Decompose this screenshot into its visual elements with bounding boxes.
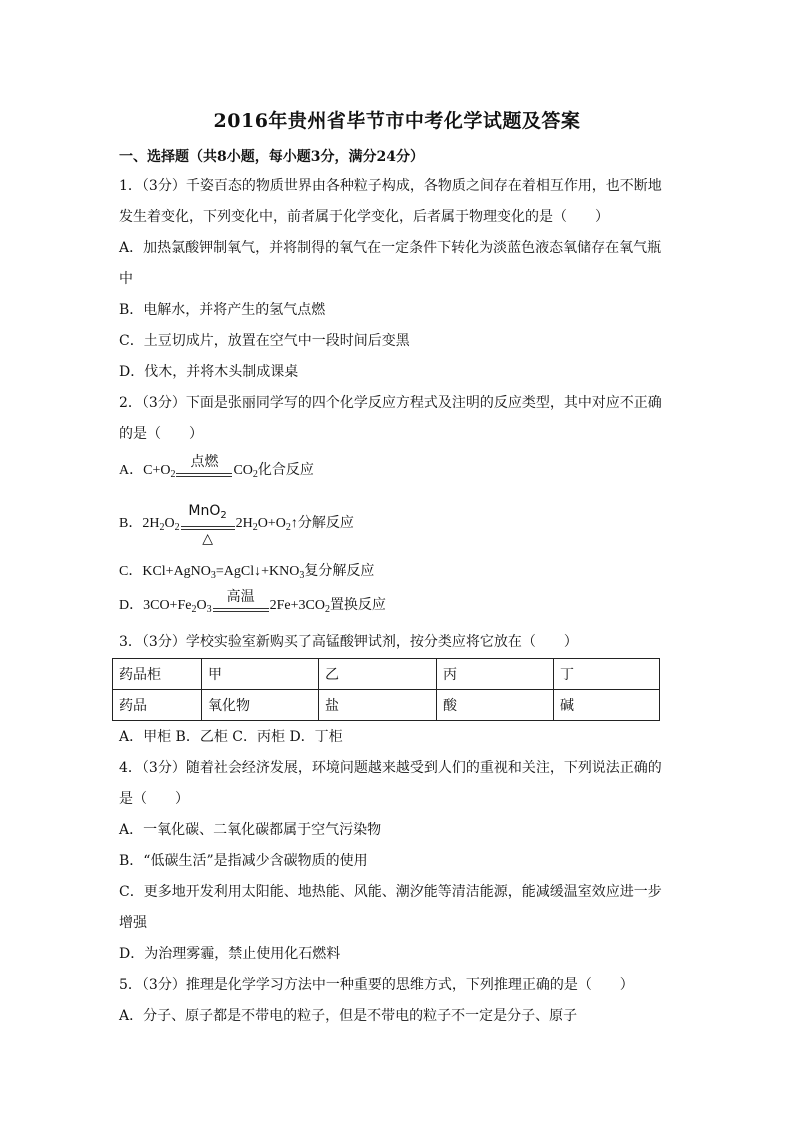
q4-option-d: D．为治理雾霾，禁止使用化石燃料 [119, 946, 341, 962]
condition-heat: △ [202, 531, 213, 547]
reaction-condition [213, 589, 269, 616]
q2-b-type: ↑分解反应 [290, 516, 354, 531]
q2-b-sub2: 2 [174, 522, 180, 533]
q4-stem-line-1: 4．（3分）随着社会经济发展，环境问题越来越受到人们的重视和关注，下列说法正确的 [119, 760, 662, 776]
reaction-arrow-line [213, 608, 269, 609]
q2-a-reactants: A．C+O [119, 463, 171, 478]
reaction-condition [176, 454, 232, 481]
reaction-arrow-line [176, 476, 232, 477]
q2-d-sub2: 3 [206, 604, 212, 615]
table-cell: 酸 [437, 690, 554, 721]
section-heading: 一、选择题（共8小题，每小题3分，满分24分） [119, 149, 424, 165]
q2-option-a [119, 454, 314, 481]
q4-option-c-line-1: C．更多地开发利用太阳能、地热能、风能、潮汐能等清洁能源，能减缓温室效应进一步 [119, 884, 662, 900]
q4-option-a: A．一氧化碳、二氧化碳都属于空气污染物 [119, 822, 382, 838]
q2-b-product1: 2H [235, 516, 253, 531]
q2-option-c [119, 562, 374, 582]
reaction-arrow-line [181, 526, 235, 527]
q4-option-c-line-2: 增强 [119, 915, 147, 931]
table-cell: 药品 [113, 690, 202, 721]
q2-a-sub: 2 [170, 469, 176, 480]
q2-b-p2-sub: 2 [285, 522, 291, 533]
q4-stem-line-2: 是（ ） [119, 791, 189, 807]
catalyst-sub: 2 [220, 510, 227, 521]
q2-c-part2: =AgCl↓+KNO [215, 564, 300, 579]
cabinet-table [112, 658, 660, 721]
q2-b-p1-sub: 2 [252, 522, 258, 533]
q2-option-b [119, 503, 354, 547]
q3-stem: 3．（3分）学校实验室新购买了高锰酸钾试剂，按分类应将它放在（ ） [119, 634, 578, 650]
q1-stem-line-1: 1．（3分）千姿百态的物质世界由各种粒子构成，各物质之间存在着相互作用，也不断地 [119, 178, 662, 194]
q2-d-o: O [196, 598, 207, 613]
q1-option-a-line-1: A．加热氯酸钾制氧气，并将制得的氧气在一定条件下转化为淡蓝色液态氧储存在氧气瓶 [119, 240, 662, 256]
condition-ignite: 点燃 [190, 454, 219, 470]
reaction-condition [181, 503, 235, 547]
table-cell: 盐 [319, 690, 437, 721]
table-cell: 乙 [319, 659, 437, 690]
reaction-arrow-line [213, 611, 269, 612]
q2-b-sub1: 2 [159, 522, 165, 533]
q2-c-sub2: 3 [299, 570, 305, 581]
reaction-arrow-line [176, 473, 232, 474]
q1-stem-line-2: 发生着变化，下列变化中，前者属于化学变化，后者属于物理变化的是（ ） [119, 209, 609, 225]
q2-stem-line-1: 2．（3分）下面是张丽同学写的四个化学反应方程式及注明的反应类型，其中对应不正确 [119, 395, 662, 411]
q5-option-a: A．分子、原子都是不带电的粒子，但是不带电的粒子不一定是分子、原子 [119, 1008, 578, 1024]
q2-c-sub: 3 [210, 570, 216, 581]
q3-options: A．甲柜 B．乙柜 C．丙柜 D．丁柜 [119, 729, 343, 745]
q4-option-b: B．“低碳生活”是指减少含碳物质的使用 [119, 853, 368, 869]
page-title: 2016年贵州省毕节市中考化学试题及答案 [213, 110, 581, 132]
q2-a-type: 化合反应 [257, 463, 314, 478]
table-cell: 丙 [437, 659, 554, 690]
q2-d-type: 置换反应 [329, 598, 386, 613]
q2-option-d [119, 589, 386, 616]
q5-stem: 5．（3分）推理是化学学习方法中一种重要的思维方式，下列推理正确的是（ ） [119, 977, 634, 993]
q2-d-product: 2Fe+3CO [269, 598, 325, 613]
q2-c-type: 复分解反应 [304, 564, 375, 579]
q2-b-reactant: B．2H [119, 516, 160, 531]
q1-option-c: C．土豆切成片，放置在空气中一段时间后变黑 [119, 333, 410, 349]
table-cell: 氧化物 [202, 690, 319, 721]
condition-high-temp: 高温 [226, 589, 255, 605]
table-cell: 药品柜 [113, 659, 202, 690]
table-cell: 甲 [202, 659, 319, 690]
q2-d-product-sub: 2 [324, 604, 330, 615]
q2-a-product-sub: 2 [252, 469, 258, 480]
q2-b-product2: O+O [257, 516, 286, 531]
q1-option-b: B．电解水，并将产生的氢气点燃 [119, 302, 326, 318]
q2-c-part1: C．KCl+AgNO [119, 564, 211, 579]
q2-d-reactants: D．3CO+Fe [119, 598, 192, 613]
table-row [113, 659, 660, 690]
q1-option-d: D．伐木，并将木头制成课桌 [119, 364, 299, 380]
table-cell: 丁 [554, 659, 660, 690]
q1-option-a-line-2: 中 [119, 271, 133, 287]
q2-d-sub1: 2 [191, 604, 197, 615]
q2-a-product: CO [233, 463, 253, 478]
table-row [113, 690, 660, 721]
condition-catalyst [181, 501, 235, 521]
catalyst-text: MnO [188, 503, 221, 519]
table-cell: 碱 [554, 690, 660, 721]
q2-stem-line-2: 的是（ ） [119, 426, 203, 442]
q2-b-o: O [164, 516, 175, 531]
